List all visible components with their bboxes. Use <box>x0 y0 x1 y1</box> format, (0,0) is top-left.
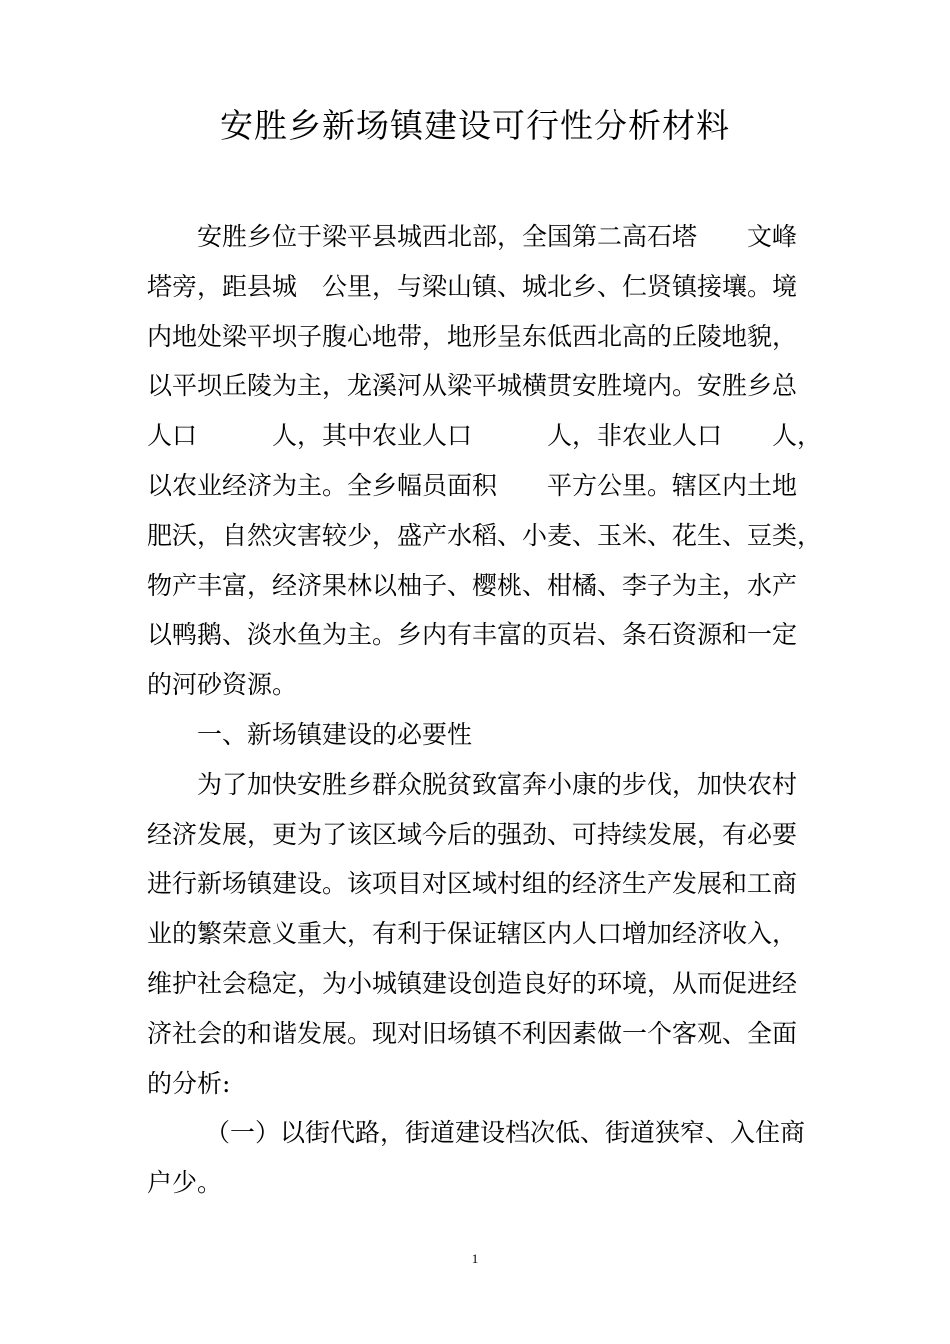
line-text: 业的繁荣意义重大，有利于保证辖区内人口增加经济收入， <box>147 919 798 949</box>
line-text: 物产丰富，经济果林以柚子、樱桃、柑橘、李子为主，水产 <box>147 570 798 600</box>
paragraph-line <box>147 461 807 511</box>
line-text: 塔旁，距县城 公里，与梁山镇、城北乡、仁贤镇接壤。境 <box>147 271 798 301</box>
paragraph-line <box>147 760 807 810</box>
line-text: 进行新场镇建设。该项目对区域村组的经济生产发展和工商 <box>147 869 798 899</box>
paragraph-line <box>147 361 807 411</box>
paragraph-line <box>147 610 807 660</box>
line-text: 为了加快安胜乡群众脱贫致富奔小康的步伐，加快农村 <box>197 769 798 799</box>
paragraph-line <box>147 511 823 561</box>
paragraph-line <box>147 312 807 362</box>
paragraph-line <box>147 810 807 860</box>
line-text: 维护社会稳定，为小城镇建设创造良好的环境，从而促进经 <box>147 968 798 998</box>
paragraph-line <box>147 859 807 909</box>
line-text: 内地处梁平坝子腹心地带，地形呈东低西北高的丘陵地貌， <box>147 321 798 351</box>
line-text: 安胜乡位于梁平县城西北部，全国第二高石塔 文峰 <box>197 222 798 251</box>
subsection-heading <box>147 1108 807 1158</box>
paragraph-line: 的河砂资源。 <box>147 670 298 700</box>
paragraph-line <box>147 909 807 959</box>
line-text: 以平坝丘陵为主，龙溪河从梁平城横贯安胜境内。安胜乡总 <box>147 371 798 401</box>
paragraph-line: 户少。 <box>147 1168 223 1198</box>
page-number: 1 <box>471 1251 479 1266</box>
paragraph-line <box>147 411 823 461</box>
line-text: （一）以街代路，街道建设档次低、街道狭窄、入住商 <box>205 1118 806 1148</box>
paragraph-line <box>147 262 807 312</box>
document-title: 安胜乡新场镇建设可行性分析材料 <box>220 106 730 145</box>
line-text: 肥沃，自然灾害较少，盛产水稻、小麦、玉米、花生、豆类， <box>147 520 823 550</box>
line-text: 人口 人，其中农业人口 人，非农业人口 人， <box>147 421 823 451</box>
paragraph-line <box>147 959 807 1009</box>
line-text: 以农业经济为主。全乡幅员面积 平方公里。辖区内土地 <box>147 470 798 500</box>
line-text: 以鸭鹅、淡水鱼为主。乡内有丰富的页岩、条石资源和一定 <box>147 620 798 650</box>
paragraph-line <box>147 1009 807 1059</box>
paragraph-line <box>147 212 807 262</box>
line-text: 济社会的和谐发展。现对旧场镇不利因素做一个客观、全面 <box>147 1018 798 1048</box>
section-heading: 一、新场镇建设的必要性 <box>197 719 473 749</box>
line-text: 经济发展，更为了该区域今后的强劲、可持续发展，有必要 <box>147 819 798 849</box>
paragraph-line: 的分析: <box>147 1068 231 1098</box>
document-body <box>147 212 823 1208</box>
paragraph-line <box>147 561 807 611</box>
